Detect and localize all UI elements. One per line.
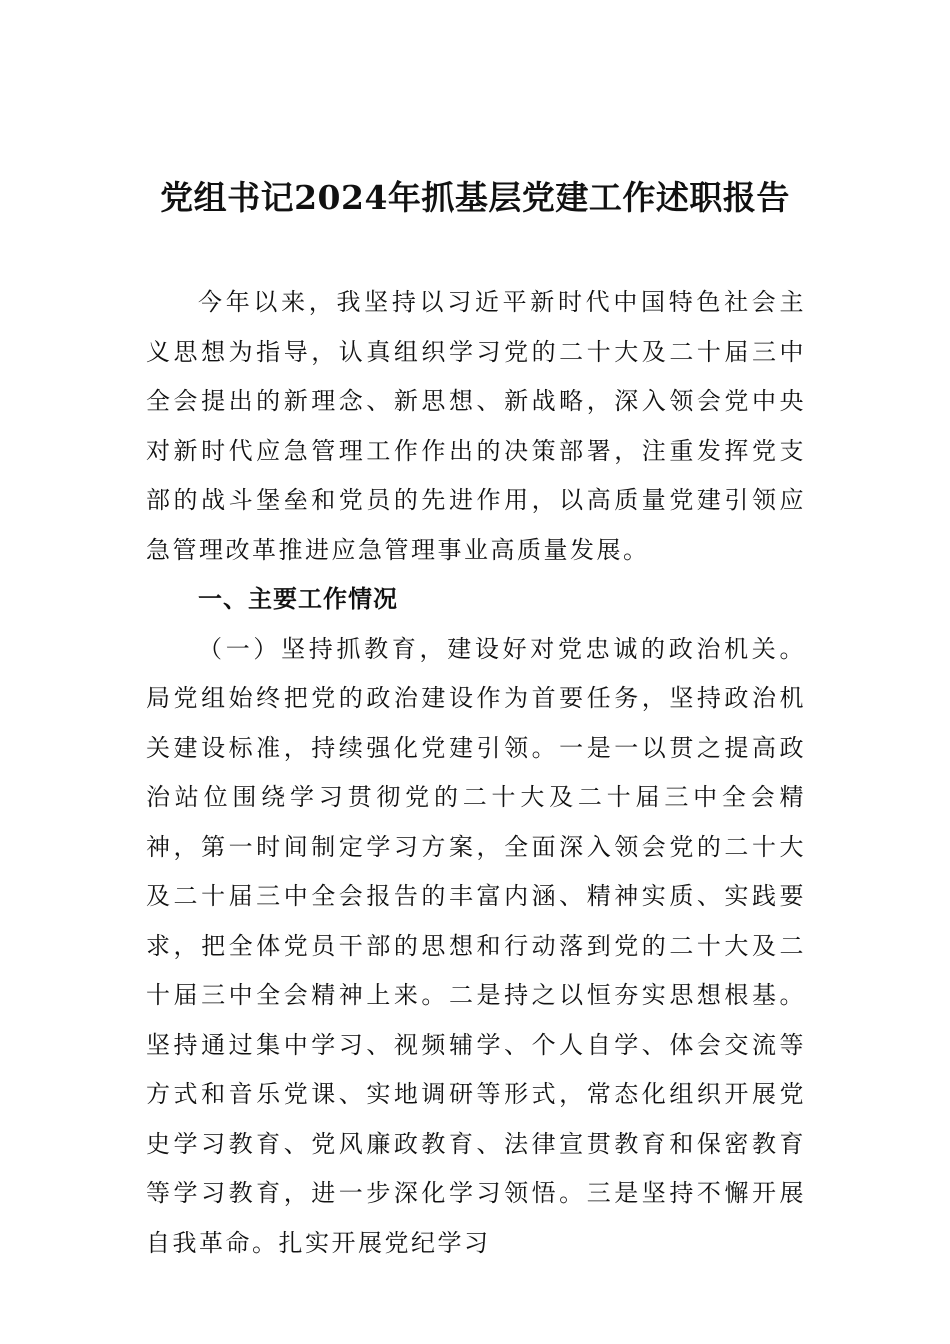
intro-paragraph: 今年以来，我坚持以习近平新时代中国特色社会主义思想为指导，认真组织学习党的二十大及二十届三中全会提出的新理念、新思想、新战略，深入领会党中央对新时代应急管理工作作出的决策部署，注重发挥党支部的战斗堡垒和党员的先进作用，以高质量党建引领应急管理改革推进应急管理事业高质量发展。: [146, 288, 806, 564]
section-paragraph: （一）坚持抓教育，建设好对党忠诚的政治机关。局党组始终把党的政治建设作为首要任务，坚持政治机关建设标准，持续强化党建引领。一是一以贯之提高政治站位围绕学习贯彻党的二十大及二十届三中全会精神，第一时间制定学习方案，全面深入领会党的二十大及二十届三中全会报告的丰富内涵、精神实质、实践要求，把全体党员干部的思想和行动落到党的二十大及二十届三中全会精神上来。二是持之以恒夯实思想根基。坚持通过集中学习、视频辅学、个人自学、体会交流等方式和音乐党课、实地调研等形式，常态化组织开展党史学习教育、党风廉政教育、法律宣贯教育和保密教育等学习教育，进一步深化学习领悟。三是坚持不懈开展自我革命。扎实开展党纪学习: [146, 634, 806, 1257]
section-heading: 一、主要工作情况: [198, 585, 398, 613]
document-body: [146, 278, 806, 1268]
document-title: 党组书记2024年抓基层党建工作述职报告: [160, 178, 790, 217]
